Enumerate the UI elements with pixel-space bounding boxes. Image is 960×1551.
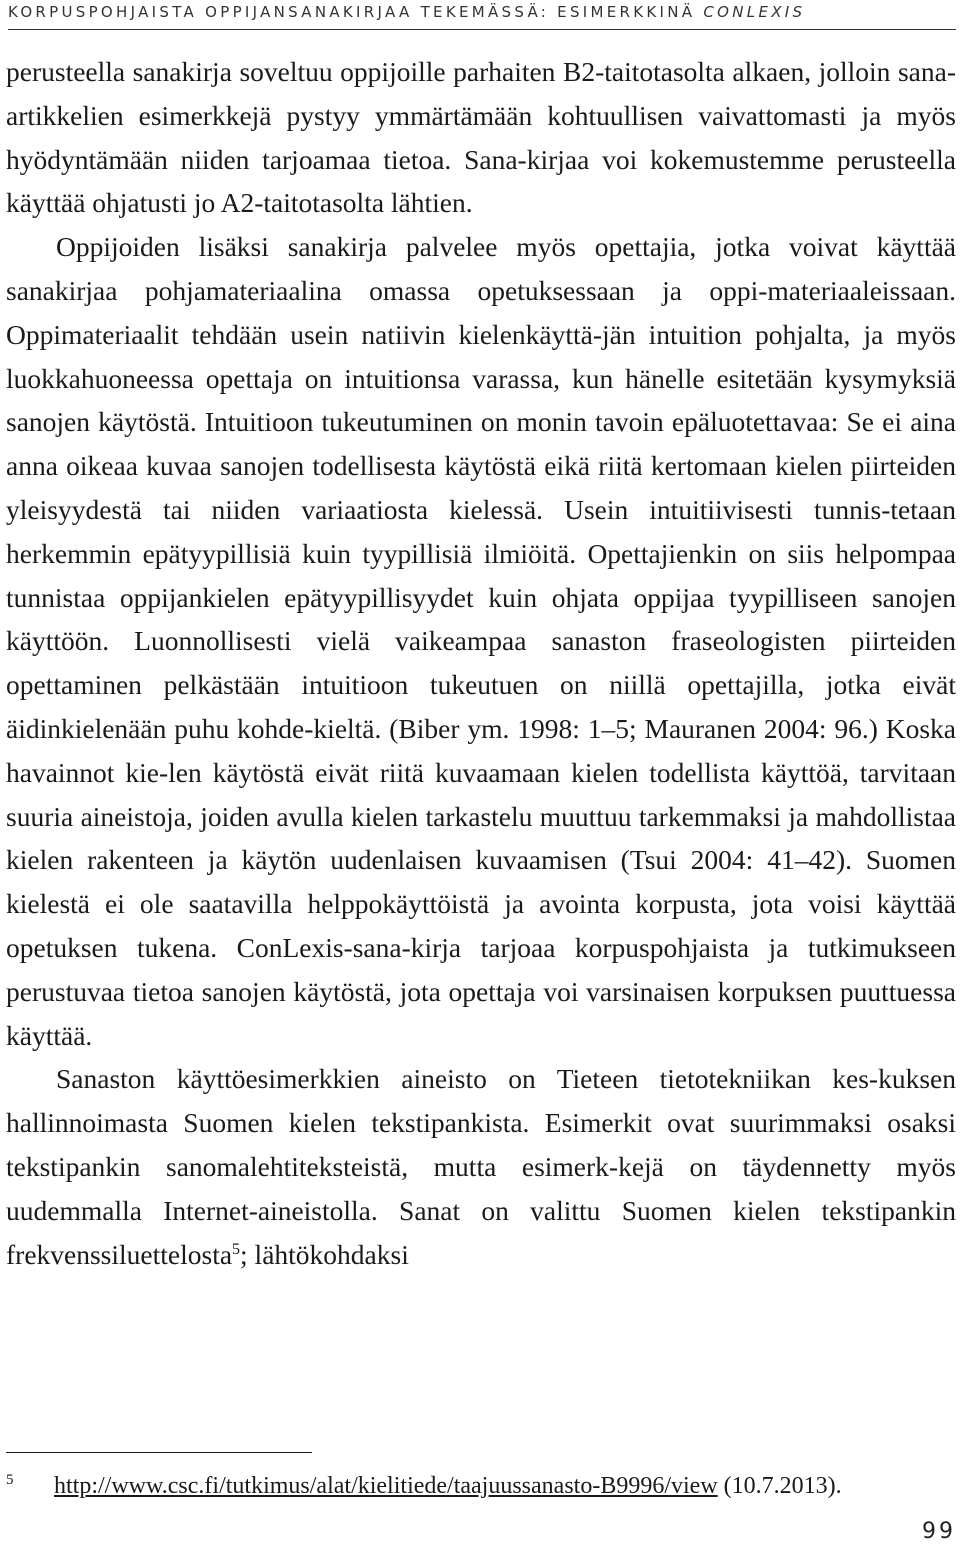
page-number: 99 bbox=[922, 1519, 956, 1544]
body-text bbox=[6, 50, 956, 1276]
footnote bbox=[6, 1464, 956, 1502]
footnote-reference[interactable]: 5 bbox=[232, 1240, 241, 1258]
paragraph-2: Oppijoiden lisäksi sanakirja palvelee myös opettajia, jotka voivat käyttää sanakirjaa pohjamateriaalina omassa opetuksessaan ja oppi-materiaaleissaan. Oppimateriaalit tehdään usein natiivin kielenkäyttä-jän intuition pohjalta, ja myös luokkahuoneessa opettaja on intuitionsa varassa, kun hänelle esitetään kysymyksiä sanojen käytöstä. Intuitioon tukeutuminen on monin tavoin epäluotettavaa: Se ei aina anna oikeaa kuvaa sanojen todellisesta käytöstä eikä riitä kertomaan kielen piirteiden yleisyydestä tai niiden variaatiosta kielessä. Usein intuitiivisesti tunnis-tetaan herkemmin epätyypillisiä kuin tyypillisiä ilmiöitä. Opettajienkin on siis helpompaa tunnistaa oppijankielen epätyypillisyydet kuin ohjata oppijaa tyypilliseen sanojen käyttöön. Luonnollisesti vielä vaikeampaa sanaston fraseologisten piirteiden opettaminen pelkästään intuitioon tukeutuen on niillä opettajilla, jotka eivät äidinkielenään puhu kohde-kieltä. (Biber ym. 1998: 1–5; Mauranen 2004: 96.) Koska havainnot kie-len käytöstä eivät riitä kuvaamaan kielen todellista käyttöä, tarvitaan suuria aineistoja, joiden avulla kielen tarkastelu muuttuu tarkemmaksi ja mahdollistaa kielen rakenteen ja käytön uudenlaisen kuvaamisen (Tsui 2004: 41–42). Suomen kielestä ei ole saatavilla helppokäyttöistä ja avointa korpusta, jota voisi käyttää opetuksen tukena. ConLexis-sana-kirja tarjoaa korpuspohjaista ja tutkimukseen perustuvaa tietoa sanojen käytöstä, jota opettaja voi varsinaisen korpuksen puuttuessa käyttää. bbox=[6, 231, 956, 1051]
footnote-link[interactable]: http://www.csc.fi/tutkimus/alat/kielitiede/taajuussanasto-B9996/view bbox=[54, 1473, 718, 1499]
footnote-date: (10.7.2013). bbox=[717, 1473, 842, 1499]
footnote-number: 5 bbox=[6, 1472, 14, 1488]
running-title-italic: CONLEXIS bbox=[703, 3, 806, 21]
paragraph-3-text: Sanaston käyttöesimerkkien aineisto on Tieteen tietotekniikan kes-kuksen hallinnoimasta Suomen kielen tekstipankista. Esimerkit ovat suurimmaksi osaksi tekstipankin sanomalehtiteksteistä, mutta esimerk-kejä on täydennetty myös uudemmalla Internet-aineistolla. Sanat on valittu Suomen kielen tekstipankin frekvenssiluettelosta bbox=[6, 1063, 956, 1270]
paragraph-3-tail: ; lähtökohdaksi bbox=[240, 1238, 409, 1270]
running-title: KORPUSPOHJAISTA OPPIJANSANAKIRJAA TEKEMÄSSÄ: ESIMERKKINÄ bbox=[8, 3, 704, 21]
paragraph-3 bbox=[6, 1057, 956, 1276]
running-head bbox=[8, 0, 956, 30]
paragraph-1: perusteella sanakirja soveltuu oppijoille parhaiten B2-taitotasolta alkaen, jolloin sana-artikkelien esimerkkejä pystyy ymmärtämään kohtuullisen vaivattomasti ja myös hyödyntämään niiden tarjoamaa tietoa. Sana-kirjaa voi kokemustemme perusteella käyttää ohjatusti jo A2-taitotasolta lähtien. bbox=[6, 56, 956, 219]
footnote-divider bbox=[6, 1452, 312, 1453]
